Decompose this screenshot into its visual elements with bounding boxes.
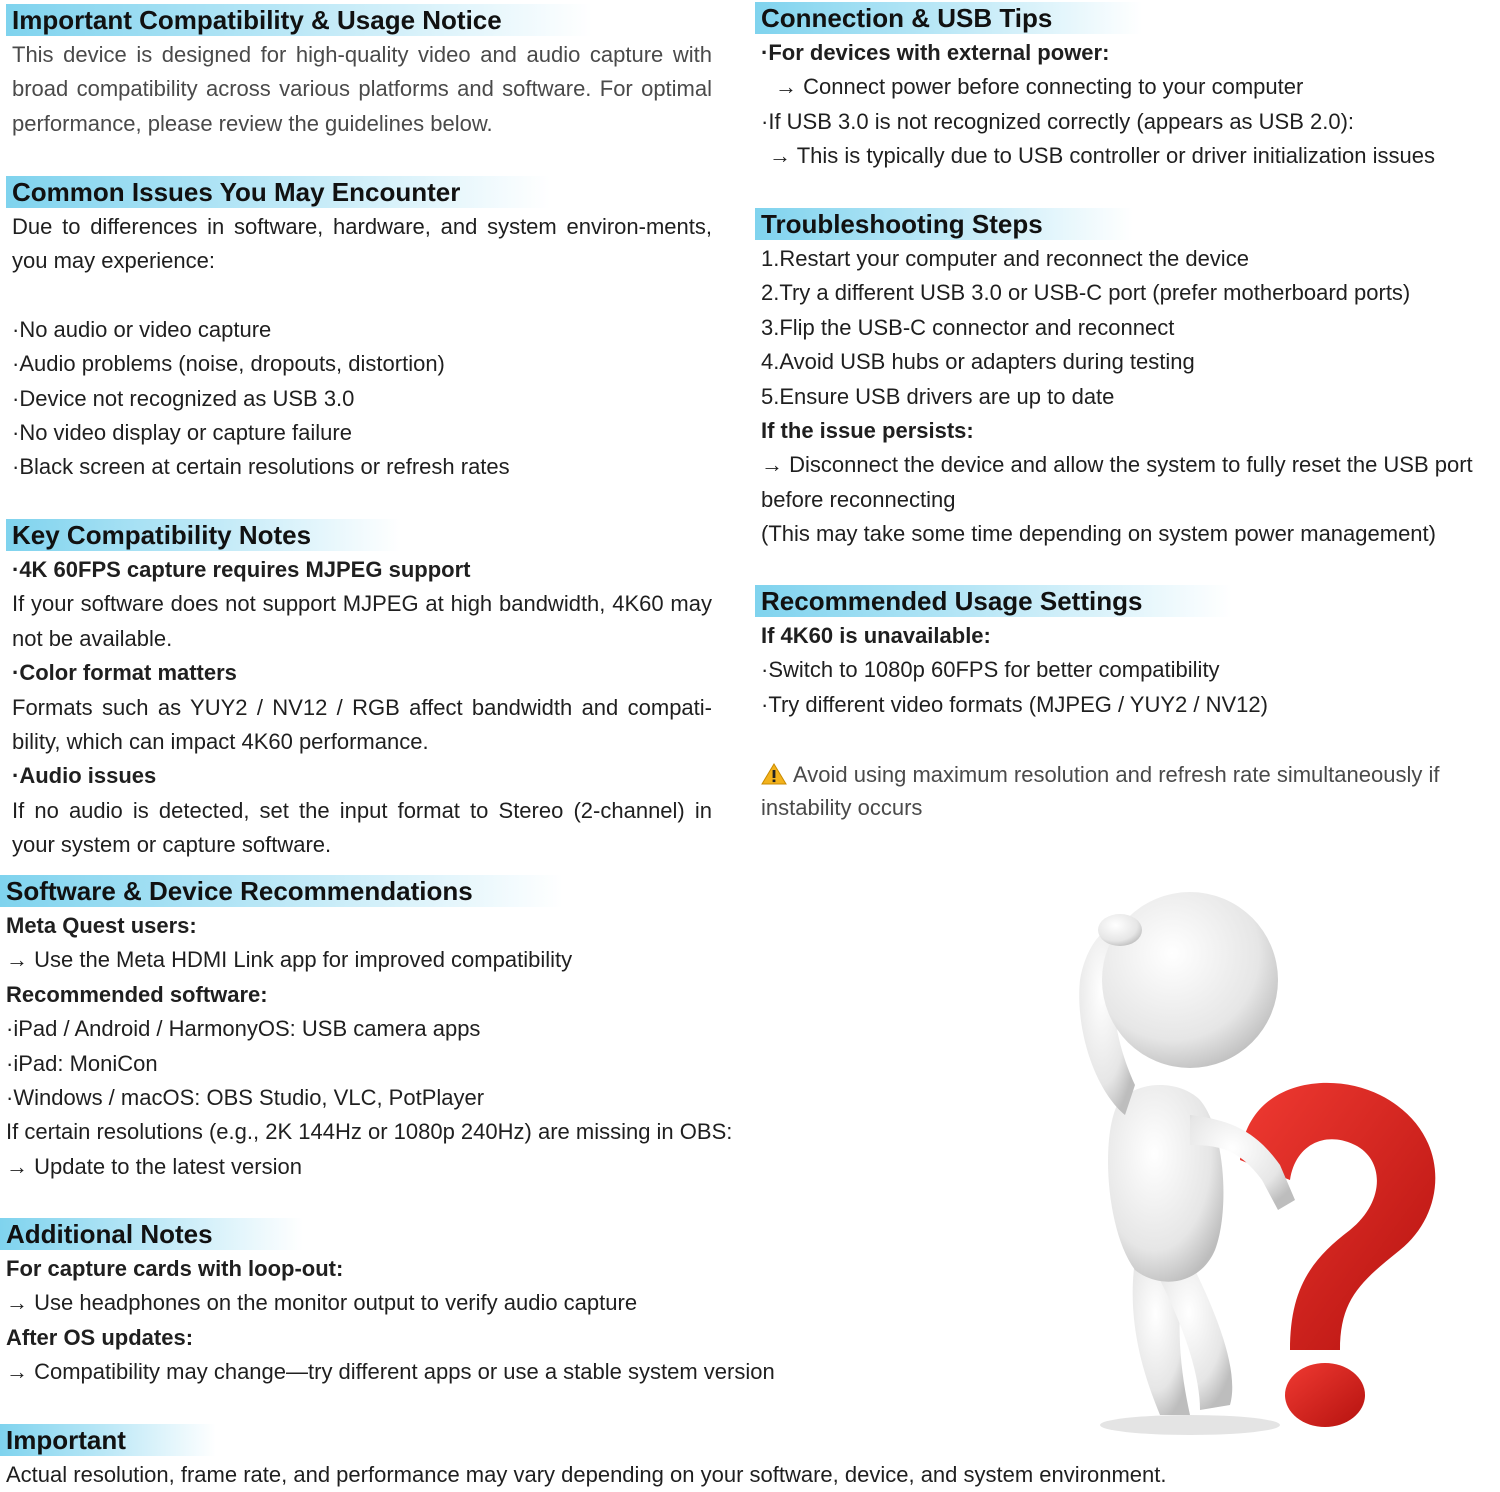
list-item: ·iPad: MoniCon (6, 1050, 158, 1076)
list-item: ·Device not recognized as USB 3.0 (12, 385, 355, 411)
quest-tip: → Use the Meta HDMI Link app for improved compatibility (6, 947, 573, 973)
figure-hand (1098, 914, 1142, 946)
key-notes-section (12, 519, 712, 863)
list-item: ·Black screen at certain resolutions or refresh rates (12, 454, 510, 480)
list-item: 1.Restart your computer and reconnect the device (761, 246, 1249, 271)
additional-notes-heading: Additional Notes (0, 1218, 303, 1250)
ext-power-label: ·For devices with external power: (761, 40, 1110, 65)
usb-tips-section (761, 2, 1491, 174)
list-item: 2.Try a different USB 3.0 or USB-C port (prefer motherboard ports) (761, 280, 1411, 306)
key-notes-heading: Key Compatibility Notes (6, 519, 401, 551)
key-note-title: ·Audio issues (12, 763, 157, 789)
list-item: ·No video display or capture failure (12, 420, 352, 446)
key-note-title: ·Color format matters (12, 660, 237, 686)
software-heading: Software & Device Recommendations (0, 875, 563, 907)
obs-fix: → Update to the latest version (6, 1153, 302, 1179)
compat-notice-section (12, 4, 712, 141)
troubleshooting-section (761, 208, 1496, 552)
compat-notice-body: This device is designed for high-quality video and audio capture with broad compatibility across various platforms and software. For optimal performance, please review the guidelines below. (12, 42, 712, 136)
figure-torso (1108, 1085, 1223, 1282)
compat-notice-heading: Important Compatibility & Usage Notice (6, 4, 592, 36)
ext-power-tip: → Connect power before connecting to your computer (775, 74, 1304, 100)
loop-tip: → Use headphones on the monitor output to verify audio capture (6, 1290, 638, 1316)
common-issues-intro: Due to differences in software, hardware, and system environ-ments, you may experience: (12, 214, 712, 274)
software-section (6, 875, 906, 1184)
troubleshooting-heading: Troubleshooting Steps (755, 208, 1133, 240)
obs-note: If certain resolutions (e.g., 2K 144Hz or 1080p 240Hz) are missing in OBS: (6, 1119, 733, 1145)
os-label: After OS updates: (6, 1324, 194, 1350)
persist-note: (This may take some time depending on system power management) (761, 521, 1436, 547)
thinking-figure-illustration (1040, 830, 1460, 1440)
list-item: 4.Avoid USB hubs or adapters during testing (761, 349, 1195, 375)
key-note-body: If no audio is detected, set the input format to Stereo (2-channel) in your system or capture software. (12, 797, 712, 858)
list-item: ·Audio problems (noise, dropouts, distortion) (12, 351, 445, 377)
usb-tips-heading: Connection & USB Tips (755, 2, 1142, 34)
common-issues-heading: Common Issues You May Encounter (6, 176, 550, 208)
list-item: ·Switch to 1080p 60FPS for better compatibility (761, 657, 1220, 683)
usage-settings-heading: Recommended Usage Settings (755, 585, 1232, 617)
usb3-note: ·If USB 3.0 is not recognized correctly (appears as USB 2.0): (761, 108, 1355, 134)
quest-label: Meta Quest users: (6, 913, 197, 938)
key-note-title: ·4K 60FPS capture requires MJPEG support (12, 557, 471, 582)
usage-label: If 4K60 is unavailable: (761, 623, 991, 648)
key-note-body: If your software does not support MJPEG at high bandwidth, 4K60 may not be available. (12, 591, 712, 651)
list-item: 5.Ensure USB drivers are up to date (761, 383, 1115, 409)
common-issues-section (12, 176, 712, 485)
persist-label: If the issue persists: (761, 418, 974, 444)
usb3-cause: → This is typically due to USB controller or driver initialization issues (769, 143, 1435, 169)
warning-note (761, 758, 1496, 824)
list-item: 3.Flip the USB-C connector and reconnect (761, 314, 1175, 340)
figure-shadow (1100, 1415, 1280, 1435)
question-mark-icon (1240, 1083, 1435, 1350)
list-item: ·Try different video formats (MJPEG / YUY2 / NV12) (761, 691, 1268, 717)
important-body: Actual resolution, frame rate, and performance may vary depending on your software, device, and system environment. (6, 1462, 1167, 1487)
question-mark-dot (1285, 1363, 1365, 1427)
list-item: ·Windows / macOS: OBS Studio, VLC, PotPlayer (6, 1085, 485, 1111)
persist-line: before reconnecting (761, 486, 956, 512)
rec-software-label: Recommended software: (6, 981, 268, 1007)
list-item: ·No audio or video capture (12, 316, 272, 342)
list-item: ·iPad / Android / HarmonyOS: USB camera apps (6, 1016, 481, 1042)
warning-text: Avoid using maximum resolution and refresh rate simultaneously if instability occurs (761, 762, 1440, 821)
additional-notes-section (6, 1218, 906, 1390)
usage-settings-section (761, 585, 1496, 824)
warning-triangle-icon (761, 763, 787, 785)
persist-line: → Disconnect the device and allow the system to fully reset the USB port (761, 452, 1473, 478)
key-note-body: Formats such as YUY2 / NV12 / RGB affect bandwidth and compati-bility, which can impact 4K60 performance. (12, 694, 712, 755)
important-heading: Important (0, 1424, 216, 1456)
loop-label: For capture cards with loop-out: (6, 1256, 344, 1281)
os-tip: → Compatibility may change—try different apps or use a stable system version (6, 1359, 775, 1385)
